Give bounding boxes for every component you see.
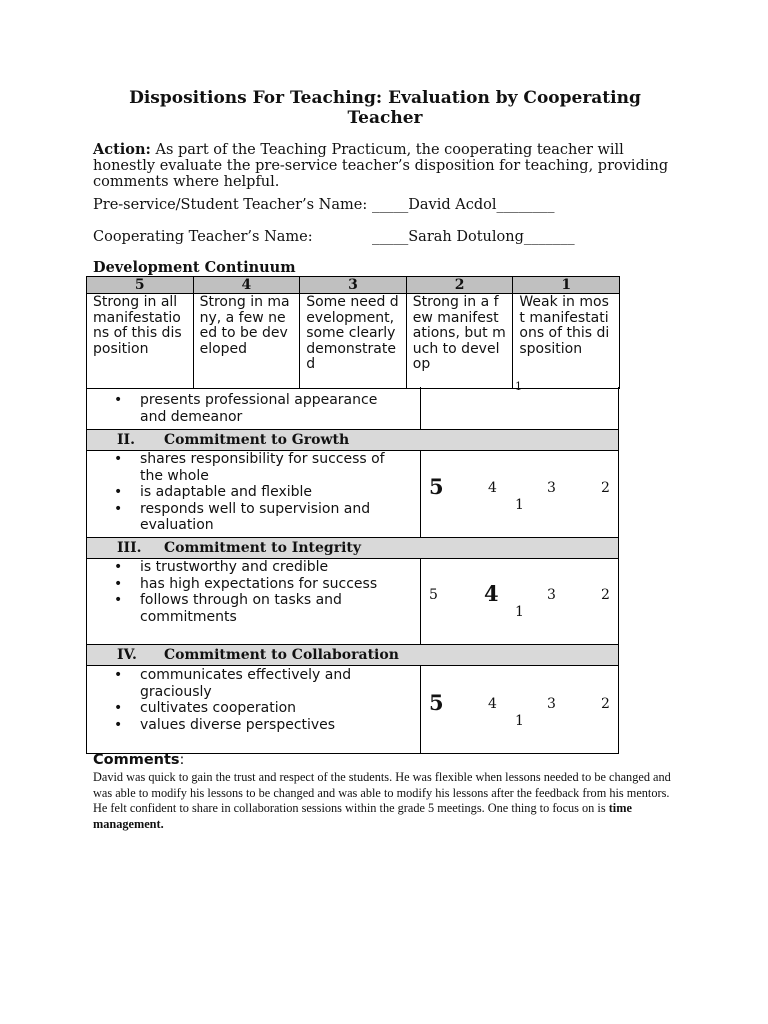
list-item: • values diverse perspectives (114, 717, 404, 734)
page-title: Dispositions For Teaching: Evaluation by Cooperating Teacher (129, 88, 641, 128)
comments-text (93, 770, 678, 832)
list-item: • shares responsibility for success of the whole (114, 451, 404, 484)
item-list (114, 451, 404, 534)
rating-5[interactable]: 5 (429, 587, 438, 603)
continuum-description: Weak in most manifestations of this disposition (513, 294, 620, 389)
section-title: Commitment to Collaboration (164, 647, 399, 663)
comments-label: Comments (93, 752, 180, 768)
list-item: • presents professional appearance and demeanor (114, 392, 404, 425)
rating-3[interactable]: 3 (547, 587, 556, 603)
continuum-title: Development Continuum (93, 259, 296, 276)
rating-1[interactable]: 1 (515, 604, 524, 620)
continuum-table (86, 276, 620, 389)
column-divider (420, 451, 421, 537)
rating-2[interactable]: 2 (601, 696, 610, 712)
column-divider (420, 559, 421, 644)
rating-5-selected[interactable]: 5 (429, 474, 444, 499)
column-divider (420, 666, 421, 753)
section-header (86, 537, 619, 559)
column-divider (420, 387, 421, 429)
action-label: Action: (93, 141, 151, 158)
item-list (114, 667, 404, 733)
section-header (86, 644, 619, 666)
continuum-description: Some need development, some clearly demonstrated (300, 294, 407, 389)
item-list-partial (114, 392, 404, 425)
rating-4[interactable]: 4 (488, 480, 497, 496)
continuum-header: 5 (87, 277, 194, 294)
continuum-header: 4 (193, 277, 300, 294)
rating-4[interactable]: 4 (488, 696, 497, 712)
list-item: • follows through on tasks and commitments (114, 592, 404, 625)
rating-partial: 1 (515, 380, 522, 393)
section-numeral: II. (117, 432, 135, 448)
section-numeral: III. (117, 540, 142, 556)
comments-colon: : (179, 752, 185, 768)
section-header (86, 429, 619, 451)
comments-heading (93, 752, 184, 768)
cooperating-name-label: Cooperating Teacher’s Name: (93, 229, 313, 245)
continuum-header: 2 (406, 277, 513, 294)
list-item: • responds well to supervision and evaluation (114, 501, 404, 534)
comments-emphasis: time management. (93, 801, 632, 831)
continuum-description: Strong in all manifestations of this disposition (87, 294, 194, 389)
comments-body: David was quick to gain the trust and respect of the students. He was flexible when lessons needed to be changed and was able to modify his lessons to be changed and was able to modify his lessons after the feedback from his mentors. He felt confident to share in collaboration sessions within the grade 5 meetings. One thing to focus on is (93, 770, 671, 815)
student-name-label: Pre-service/Student Teacher’s Name: (93, 197, 368, 213)
rating-4-selected[interactable]: 4 (484, 581, 499, 606)
list-item: • is trustworthy and credible (114, 559, 404, 576)
rating-1[interactable]: 1 (515, 497, 524, 513)
rating-3[interactable]: 3 (547, 480, 556, 496)
rating-1[interactable]: 1 (515, 713, 524, 729)
rating-2[interactable]: 2 (601, 480, 610, 496)
continuum-description: Strong in many, a few need to be developed (193, 294, 300, 389)
action-text: As part of the Teaching Practicum, the cooperating teacher will honestly evaluate the pre-service teacher’s disposition for teaching, providing comments where helpful. (93, 142, 669, 190)
section-title: Commitment to Integrity (164, 540, 361, 556)
list-item: • is adaptable and flexible (114, 484, 404, 501)
rating-5-selected[interactable]: 5 (429, 690, 444, 715)
action-paragraph (93, 142, 673, 190)
student-name-value[interactable]: _____David Acdol________ (372, 197, 555, 213)
list-item: • has high expectations for success (114, 576, 404, 593)
list-item: • cultivates cooperation (114, 700, 404, 717)
continuum-header: 3 (300, 277, 407, 294)
section-title: Commitment to Growth (164, 432, 350, 448)
continuum-description: Strong in a few manifestations, but much to develop (406, 294, 513, 389)
rating-3[interactable]: 3 (547, 696, 556, 712)
item-list (114, 559, 404, 625)
section-numeral: IV. (117, 647, 137, 663)
cooperating-name-value[interactable]: _____Sarah Dotulong_______ (372, 229, 575, 245)
continuum-header: 1 (513, 277, 620, 294)
rating-2[interactable]: 2 (601, 587, 610, 603)
list-item: • communicates effectively and graciously (114, 667, 404, 700)
